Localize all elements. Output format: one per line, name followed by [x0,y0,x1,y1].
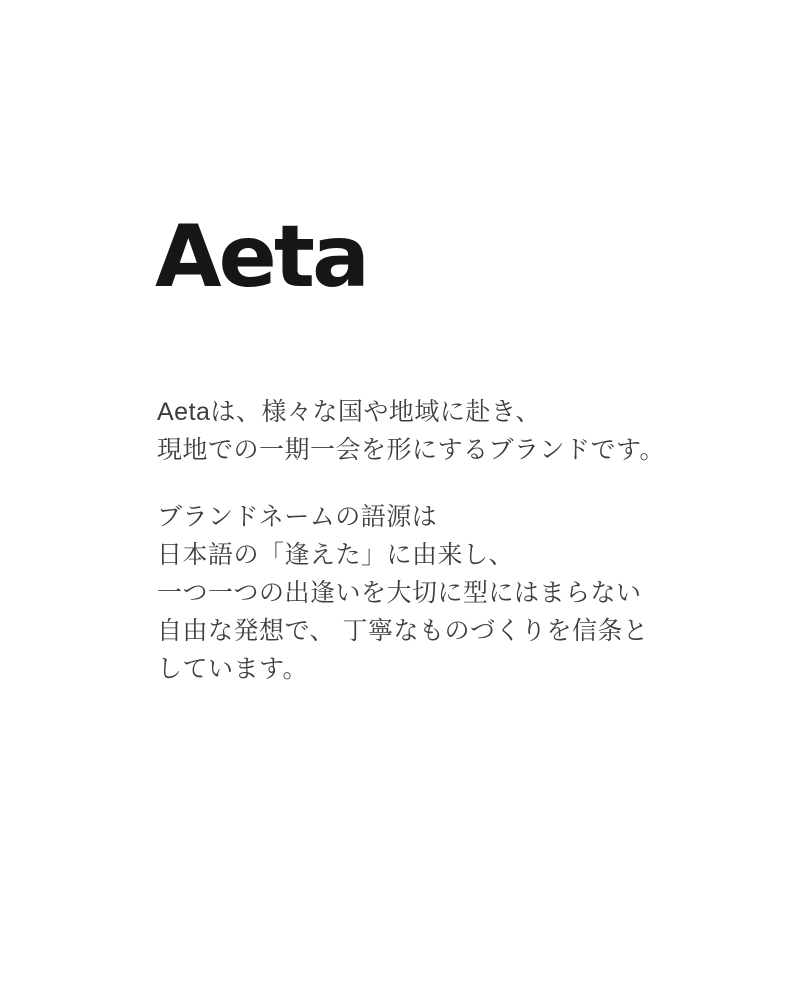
text-line: ブランドネームの語源は [157,503,438,531]
paragraph-brand-intro [157,393,677,469]
text-line: 自由な発想で、 丁寧なものづくりを信条と [157,617,649,645]
brand-description [157,393,677,688]
text-line: 日本語の「逢えた」に由来し、 [157,541,515,569]
text-line: 一つ一つの出逢いを大切に型にはまらない [157,579,642,607]
brand-logo: Aeta [155,207,368,307]
text-line: 現地での一期一会を形にするブランドです。 [157,436,666,464]
text-line: Aetaは、様々な国や地域に赴き、 [157,398,541,426]
paragraph-brand-name-origin [157,498,677,688]
text-line: しています。 [157,655,309,683]
